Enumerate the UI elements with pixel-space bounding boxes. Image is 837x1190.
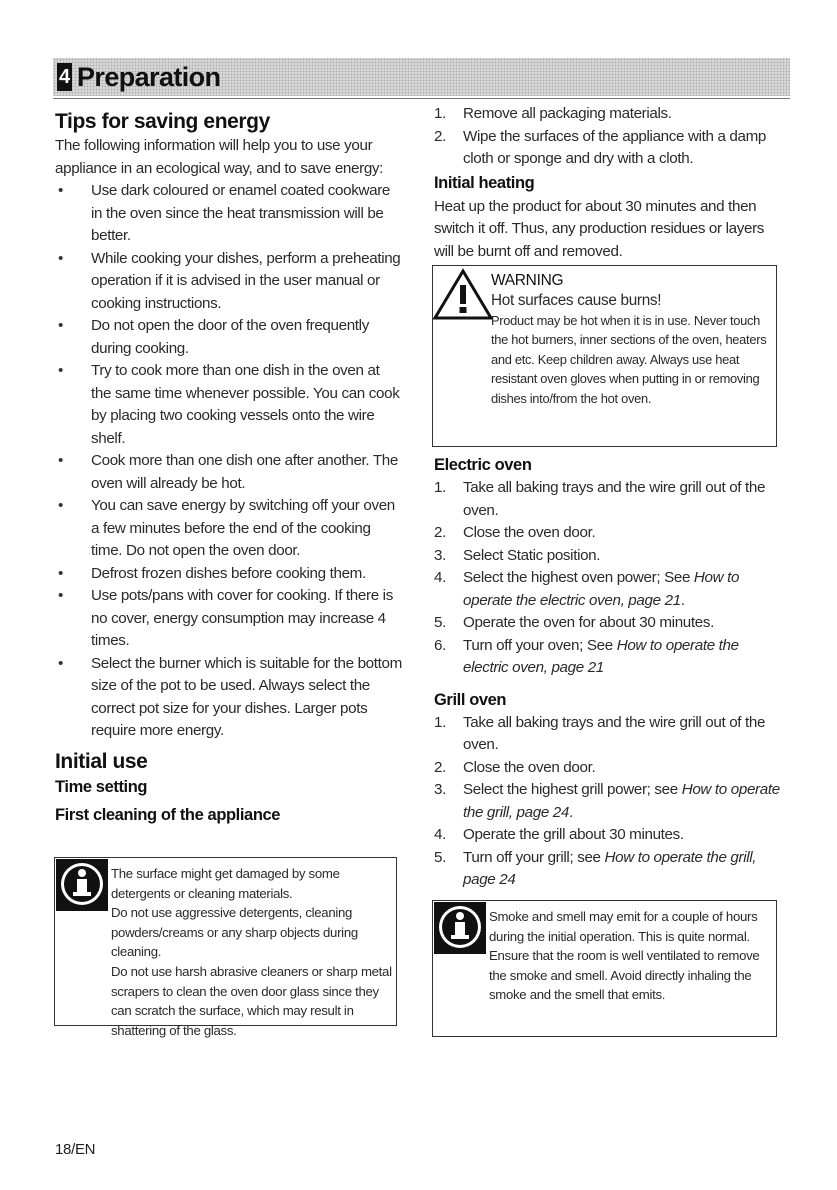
- tips-list: [55, 180, 402, 743]
- right-column-top: [434, 103, 780, 263]
- left-column: [55, 108, 402, 827]
- list-item: 3. Select Static position.: [434, 546, 601, 564]
- initial-use-heading: Initial use: [55, 749, 148, 773]
- header-rule: [53, 98, 790, 99]
- list-item: • You can save energy by switching off your oven a few minutes before the end of the cooking time. Do not open the oven door.: [55, 495, 402, 563]
- list-item: 5. Turn off your grill; see How to operate the grill, page 24: [434, 848, 757, 888]
- right-column-ovens: [434, 453, 780, 892]
- tips-heading: Tips for saving energy: [55, 110, 270, 133]
- list-item: • Use dark coloured or enamel coated cookware in the oven since the heat transmission will be better.: [55, 180, 402, 248]
- list-item: • Cook more than one dish one after another. The oven will already be hot.: [55, 450, 402, 495]
- warning-subtitle: Hot surfaces cause burns!: [491, 292, 662, 309]
- first-cleaning-heading: First cleaning of the appliance: [55, 805, 281, 824]
- info-icon: [56, 859, 108, 911]
- chapter-title: Preparation: [77, 62, 221, 92]
- list-item: 5. Operate the oven for about 30 minutes.: [434, 614, 714, 631]
- warning-text: [491, 271, 774, 408]
- info-line: The surface might get damaged by some detergents or cleaning materials.: [111, 866, 340, 901]
- list-item: 6. Turn off your oven; See How to operate the electric oven, page 21: [434, 636, 739, 676]
- info-line: Do not use harsh abrasive cleaners or sharp metal scrapers to clean the oven door glass since they can scratch the surface, which may result in shattering of the glass.: [111, 963, 392, 1038]
- list-item: 3. Select the highest grill power; see How to operate the grill, page 24.: [434, 781, 780, 821]
- list-item: 4. Operate the grill about 30 minutes.: [434, 826, 684, 843]
- list-item: • While cooking your dishes, perform a preheating operation if it is advised in the user manual or cooking instructions.: [55, 248, 402, 316]
- warning-box: [432, 265, 777, 447]
- grill-oven-heading: Grill oven: [434, 690, 507, 709]
- warning-body: Product may be hot when it is in use. Never touch the hot burners, inner sections of the oven, heaters and etc. Keep children away. Always use heat resistant oven gloves when putting in or removing dishes into/from the hot oven.: [491, 313, 767, 406]
- list-item: 1. Take all baking trays and the wire grill out of the oven.: [434, 479, 766, 519]
- list-item: • Select the burner which is suitable for the bottom size of the pot to be used. Always select the correct pot size for your dishes. Larger pots require more energy.: [55, 653, 402, 743]
- list-item: 1. Remove all packaging materials.: [434, 105, 672, 122]
- list-item: 4. Select the highest oven power; See How to operate the electric oven, page 21.: [434, 569, 740, 609]
- info-line: Do not use aggressive detergents, cleaning powders/creams or any sharp objects during cleaning.: [111, 905, 358, 960]
- list-item: • Use pots/pans with cover for cooking. If there is no cover, energy consumption may increase 4 times.: [55, 585, 402, 653]
- list-item: • Try to cook more than one dish in the oven at the same time whenever possible. You can cook by placing two cooking vessels onto the wire shelf.: [55, 360, 402, 450]
- initial-heating-heading: Initial heating: [434, 173, 535, 192]
- page-number: 18/EN: [55, 1141, 96, 1158]
- initial-heating-text: Heat up the product for about 30 minutes and then switch it off. Thus, any production residues or layers will be burnt off and removed.: [434, 197, 765, 260]
- list-item: • Do not open the door of the oven frequently during cooking.: [55, 315, 402, 360]
- list-item: 2. Close the oven door.: [434, 758, 596, 776]
- list-item: 2. Close the oven door.: [434, 524, 596, 541]
- warning-icon: [433, 268, 493, 322]
- info-icon: [434, 902, 486, 954]
- grill-oven-steps: [434, 712, 780, 892]
- time-setting-heading: Time setting: [55, 777, 148, 796]
- page-reference-link[interactable]: How to operate the grill, page 24: [463, 848, 757, 888]
- list-item: • Defrost frozen dishes before cooking them.: [55, 563, 402, 586]
- electric-oven-heading: Electric oven: [434, 456, 532, 474]
- smoke-info-text: Smoke and smell may emit for a couple of hours during the initial operation. This is quite normal. Ensure that the room is well ventilated to remove the smoke and smell. Avoid directly inhaling the smoke and the smell that emits.: [489, 909, 760, 1003]
- electric-oven-steps: [434, 477, 780, 680]
- cleaning-info-text: [111, 864, 393, 1040]
- cleaning-steps: [434, 103, 780, 171]
- tips-intro: The following information will help you to use your appliance in an ecological way, and to save energy:: [55, 137, 384, 177]
- page-reference-link[interactable]: How to operate the grill, page 24: [463, 781, 780, 821]
- page-reference-link[interactable]: How to operate the electric oven, page 21: [463, 569, 740, 609]
- warning-title: WARNING: [491, 272, 564, 289]
- chapter-header: [53, 58, 790, 96]
- smoke-info-box: [432, 900, 777, 1037]
- cleaning-info-box: [54, 857, 397, 1038]
- page-reference-link[interactable]: How to operate the electric oven, page 21: [463, 636, 739, 676]
- list-item: 1. Take all baking trays and the wire grill out of the oven.: [434, 713, 766, 753]
- chapter-number: 4: [57, 63, 72, 91]
- list-item: 2. Wipe the surfaces of the appliance with a damp cloth or sponge and dry with a cloth.: [434, 127, 767, 167]
